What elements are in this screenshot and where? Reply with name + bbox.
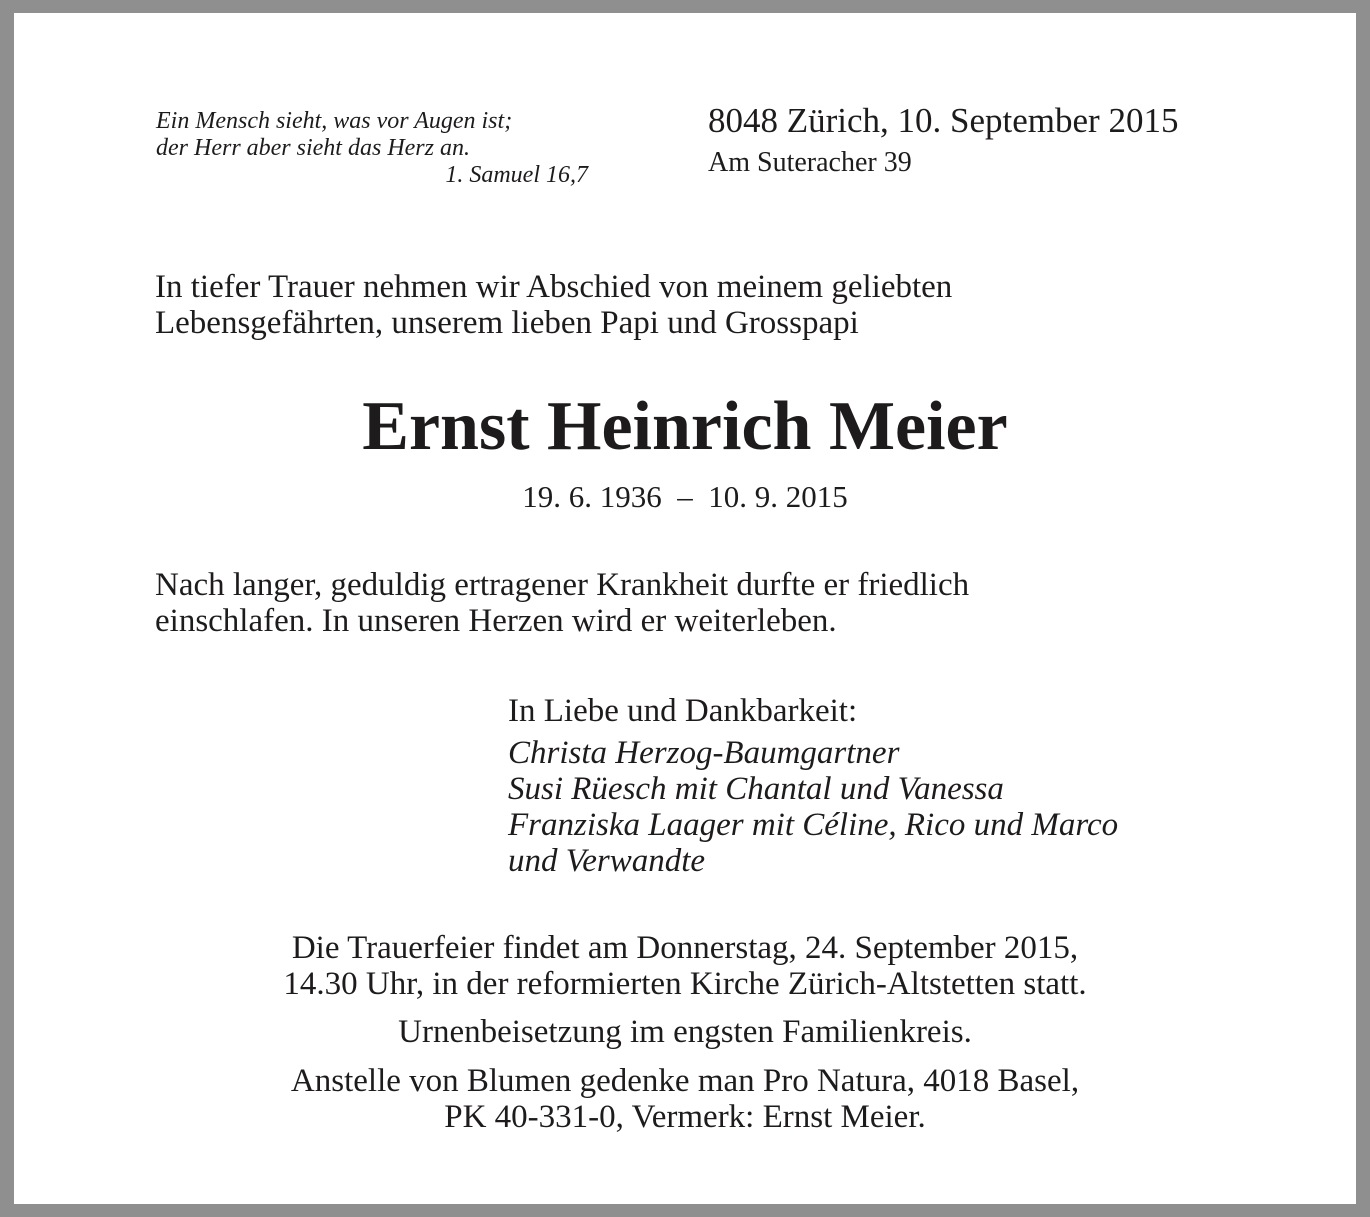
verse-reference: 1. Samuel 16,7 (445, 162, 588, 188)
mourner-name: Franziska Laager mit Céline, Rico und Marco (508, 807, 1119, 843)
service-line: Die Trauerfeier findet am Donnerstag, 24. September 2015, (291, 930, 1079, 966)
intro-line: Lebensgefährten, unserem lieben Papi und Grosspapi (155, 305, 859, 341)
burial-info: Urnenbeisetzung im engsten Familienkreis. (398, 1014, 972, 1050)
message-line: Nach langer, geduldig ertragener Krankheit durfte er friedlich (155, 567, 970, 603)
place-date: 8048 Zürich, 10. September 2015 (708, 101, 1179, 140)
mourner-name: und Verwandte (508, 843, 706, 879)
verse-line: der Herr aber sieht das Herz an. (156, 135, 470, 161)
intro-text (155, 269, 1255, 341)
mourner-name: Susi Rüesch mit Chantal und Vanessa (508, 771, 1004, 807)
deceased-name: Ernst Heinrich Meier (362, 388, 1008, 465)
funeral-service-info (14, 930, 1356, 1002)
donation-line: PK 40-331-0, Vermerk: Ernst Meier. (444, 1099, 926, 1135)
life-dates: 19. 6. 1936 – 10. 9. 2015 (522, 479, 848, 514)
donation-line: Anstelle von Blumen gedenke man Pro Natura, 4018 Basel, (290, 1063, 1080, 1099)
mourner-name: Christa Herzog-Baumgartner (508, 735, 900, 771)
intro-line: In tiefer Trauer nehmen wir Abschied von meinem geliebten (155, 269, 953, 305)
address: Am Suteracher 39 (708, 147, 912, 178)
message-line: einschlafen. In unseren Herzen wird er weiterleben. (155, 603, 837, 639)
bible-verse (156, 108, 588, 189)
mourners-heading: In Liebe und Dankbarkeit: (508, 693, 858, 729)
mourners-list (508, 735, 1308, 879)
farewell-message (155, 567, 1255, 639)
service-line: 14.30 Uhr, in der reformierten Kirche Zürich-Altstetten statt. (283, 966, 1087, 1002)
obituary-page (14, 13, 1356, 1204)
donation-info (14, 1063, 1356, 1135)
verse-line: Ein Mensch sieht, was vor Augen ist; (156, 108, 513, 134)
